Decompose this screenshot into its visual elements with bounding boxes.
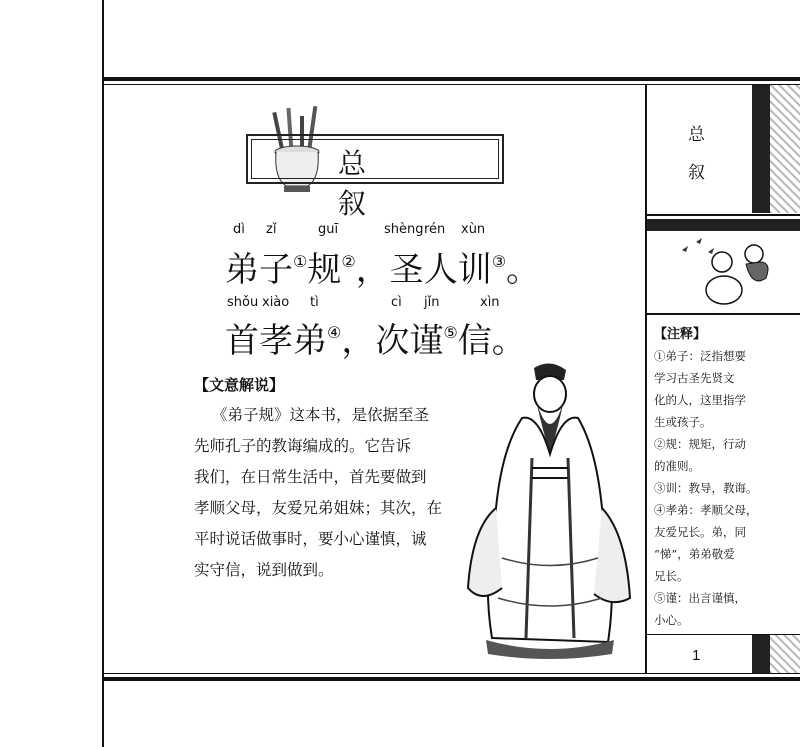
bottom-border-thin [102, 673, 800, 674]
page-title: 总 叙 [338, 147, 397, 220]
explanation-line: 《弟子规》这本书，是依据至圣 [212, 406, 430, 424]
notes-heading: 【注释】 [654, 327, 707, 342]
footer-dark-band [752, 635, 770, 673]
note-line: 友爱兄长。弟，同 [654, 525, 746, 539]
explanation-line: 先师孔子的教诲编成的。它告诉 [194, 437, 412, 455]
note-line: 化的人，这里指学 [654, 393, 746, 407]
pinyin: shǒu [227, 295, 259, 310]
pinyin: xiào [262, 295, 290, 310]
pinyin: xùn [461, 222, 486, 237]
note-line: 学习古圣先贤文 [654, 371, 735, 385]
sidebar-line-1 [647, 214, 800, 216]
note-line: ③训：教导，教诲。 [654, 481, 758, 495]
sidebar-title-char: 叙 [688, 163, 705, 183]
footer-pattern [770, 635, 800, 673]
note-line: 生或孩子。 [654, 415, 712, 429]
children-illustration [662, 232, 792, 312]
sidebar-dark-band [752, 85, 770, 213]
pinyin: rén [424, 222, 446, 237]
top-border-thick [102, 77, 800, 81]
sidebar-band-2 [647, 219, 800, 231]
sidebar-title-char: 总 [688, 125, 705, 145]
note-line: ②规：规矩，行动 [654, 437, 746, 451]
confucius-illustration [462, 358, 638, 664]
pinyin: zǐ [266, 222, 277, 237]
pinyin: tì [310, 295, 319, 310]
pinyin: dì [233, 222, 245, 237]
pinyin: shèng [384, 222, 424, 237]
pinyin: jǐn [424, 295, 440, 310]
note-line: 小心。 [654, 613, 689, 627]
explanation-line: 实守信，说到做到。 [194, 561, 334, 579]
note-line: 兄长。 [654, 569, 689, 583]
sidebar-line-2 [647, 313, 800, 315]
explanation-heading: 【文意解说】 [194, 376, 285, 394]
note-line: 的准则。 [654, 459, 700, 473]
note-line: “悌”，弟弟敬爱 [654, 547, 735, 561]
verse-line-1: 弟子①规②，圣人训③。 [225, 250, 541, 290]
note-line: ⑤谨：出言谨慎， [654, 591, 746, 605]
sidebar-title-block [647, 85, 800, 215]
explanation-line: 我们，在日常生活中，首先要做到 [194, 468, 427, 486]
pinyin: xìn [480, 295, 500, 310]
left-margin-line [102, 0, 104, 747]
sidebar-pattern [770, 85, 800, 213]
explanation-line: 孝顺父母，友爱兄弟姐妹；其次，在 [194, 499, 443, 517]
pinyin: cì [391, 295, 402, 310]
bottom-border-thick [102, 677, 800, 681]
pinyin: guī [318, 222, 339, 237]
verse-line-2: 首孝弟④，次谨⑤信。 [225, 321, 526, 361]
page-number: 1 [692, 647, 701, 664]
explanation-line: 平时说话做事时，要小心谨慎，诚 [194, 530, 427, 548]
note-line: ①弟子：泛指想要 [654, 349, 746, 363]
note-line: ④孝弟：孝顺父母， [654, 503, 758, 517]
